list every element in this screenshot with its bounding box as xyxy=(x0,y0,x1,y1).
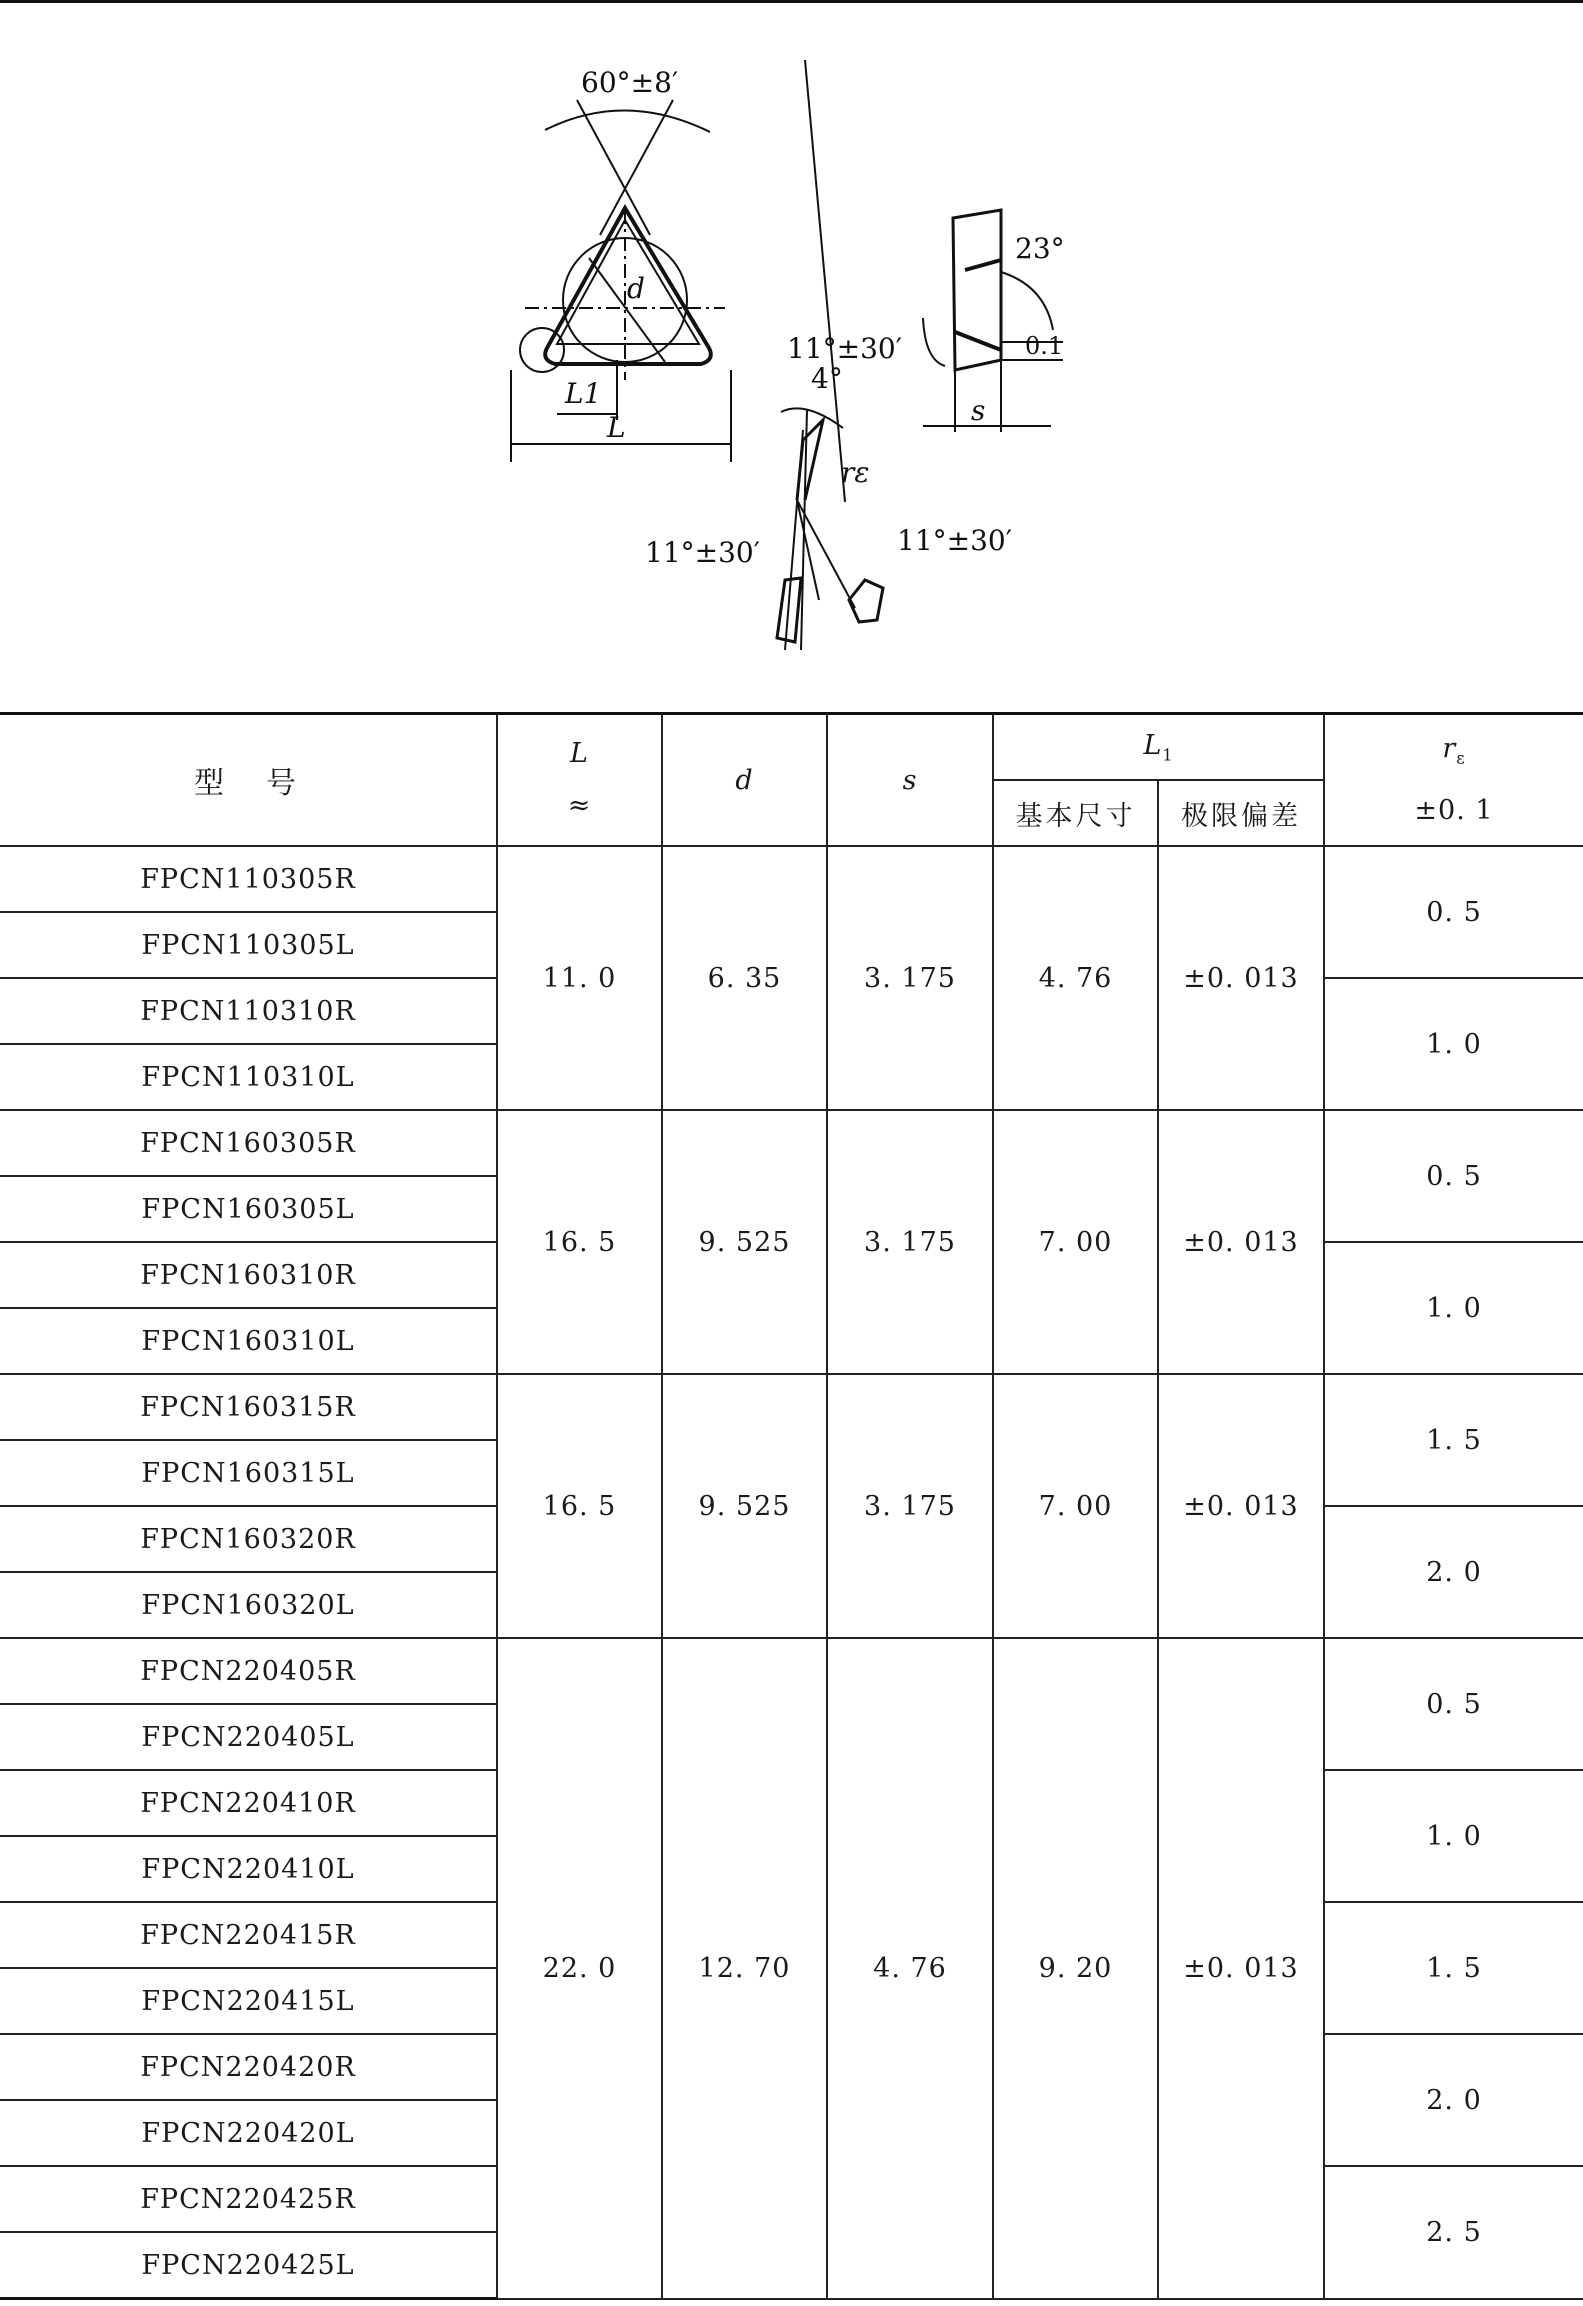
radius-cell: 1. 0 xyxy=(1324,1242,1583,1374)
model-cell: FPCN220420R xyxy=(0,2034,497,2100)
spec-table xyxy=(0,712,1583,2300)
model-cell: FPCN160315R xyxy=(0,1374,497,1440)
label-side-angle: 11°±30′ xyxy=(787,332,903,365)
model-cell: FPCN220415L xyxy=(0,1968,497,2034)
l1-basic-cell: 7. 00 xyxy=(993,1374,1158,1638)
header-basic-size: 基本尺寸 xyxy=(993,780,1158,846)
header-l: L ≈ xyxy=(497,714,662,847)
label-right-angle: 11°±30′ xyxy=(897,524,1013,557)
radius-cell: 2. 5 xyxy=(1324,2166,1583,2299)
model-cell: FPCN220415R xyxy=(0,1902,497,1968)
technical-drawing-svg xyxy=(505,60,1070,650)
l1-basic-cell: 7. 00 xyxy=(993,1110,1158,1374)
model-cell: FPCN220405L xyxy=(0,1704,497,1770)
insert-drawing xyxy=(505,60,1070,650)
header-d: d xyxy=(662,714,827,847)
radius-cell: 0. 5 xyxy=(1324,1638,1583,1770)
edge-split-1 xyxy=(797,500,855,608)
edge-r xyxy=(805,60,845,502)
header-model: 型 号 xyxy=(0,714,497,847)
table-row xyxy=(0,1638,1583,1704)
l1-tolerance-cell: ±0. 013 xyxy=(1158,1638,1324,2299)
arc-side xyxy=(923,318,945,366)
label-l: L xyxy=(607,411,626,444)
model-cell: FPCN160305L xyxy=(0,1176,497,1242)
radius-cell: 1. 0 xyxy=(1324,978,1583,1110)
model-cell: FPCN220410L xyxy=(0,1836,497,1902)
top-rule xyxy=(0,0,1583,3)
l1-tolerance-cell: ±0. 013 xyxy=(1158,1374,1324,1638)
s-cell: 4. 76 xyxy=(827,1638,993,2299)
model-cell: FPCN160305R xyxy=(0,1110,497,1176)
edge-line-1 xyxy=(785,430,803,650)
d-cell: 9. 525 xyxy=(662,1374,827,1638)
model-cell: FPCN220420L xyxy=(0,2100,497,2166)
label-s: s xyxy=(971,394,986,427)
s-cell: 3. 175 xyxy=(827,1374,993,1638)
radius-cell: 0. 5 xyxy=(1324,1110,1583,1242)
arc-4 xyxy=(781,408,843,428)
d-cell: 9. 525 xyxy=(662,1110,827,1374)
l-cell: 11. 0 xyxy=(497,846,662,1110)
radius-cell: 1. 0 xyxy=(1324,1770,1583,1902)
model-cell: FPCN220405R xyxy=(0,1638,497,1704)
model-cell: FPCN160320L xyxy=(0,1572,497,1638)
l-cell: 16. 5 xyxy=(497,1110,662,1374)
l1-tolerance-cell: ±0. 013 xyxy=(1158,1110,1324,1374)
label-01: 0.1 xyxy=(1025,332,1064,360)
model-cell: FPCN110305L xyxy=(0,912,497,978)
spec-table-body xyxy=(0,846,1583,2299)
side-edge xyxy=(955,332,1001,350)
d-cell: 6. 35 xyxy=(662,846,827,1110)
header-s: s xyxy=(827,714,993,847)
header-tolerance: 极限偏差 xyxy=(1158,780,1324,846)
model-cell: FPCN160315L xyxy=(0,1440,497,1506)
apex-arc xyxy=(545,110,710,132)
label-left-angle: 11°±30′ xyxy=(645,536,761,569)
model-cell: FPCN160310R xyxy=(0,1242,497,1308)
wedge-right xyxy=(849,580,883,622)
radius-cell: 1. 5 xyxy=(1324,1902,1583,2034)
side-top xyxy=(965,260,1001,270)
model-cell: FPCN160320R xyxy=(0,1506,497,1572)
d-cell: 12. 70 xyxy=(662,1638,827,2299)
l1-basic-cell: 4. 76 xyxy=(993,846,1158,1110)
model-cell: FPCN220425L xyxy=(0,2232,497,2299)
model-cell: FPCN160310L xyxy=(0,1308,497,1374)
apex-line-2 xyxy=(600,100,673,235)
model-cell: FPCN110305R xyxy=(0,846,497,912)
l-cell: 16. 5 xyxy=(497,1374,662,1638)
label-apex-angle: 60°±8′ xyxy=(581,66,679,99)
apex-line-1 xyxy=(577,100,650,235)
l1-tolerance-cell: ±0. 013 xyxy=(1158,846,1324,1110)
model-cell: FPCN110310L xyxy=(0,1044,497,1110)
radius-cell: 2. 0 xyxy=(1324,2034,1583,2166)
label-4: 4° xyxy=(811,362,843,395)
table-row xyxy=(0,1374,1583,1440)
l1-basic-cell: 9. 20 xyxy=(993,1638,1158,2299)
arc-23 xyxy=(1001,272,1053,330)
label-23: 23° xyxy=(1015,232,1065,265)
header-r: $r_\varepsilon$ ±0. 1 xyxy=(1324,714,1583,847)
detail-circle xyxy=(520,328,564,372)
radius-cell: 2. 0 xyxy=(1324,1506,1583,1638)
label-l1: L1 xyxy=(565,377,602,410)
label-r: rε xyxy=(841,456,870,489)
header-row-1 xyxy=(0,714,1583,781)
model-cell: FPCN220425R xyxy=(0,2166,497,2232)
table-row xyxy=(0,1110,1583,1176)
s-cell: 3. 175 xyxy=(827,1110,993,1374)
header-l1: $L_1$ xyxy=(993,714,1324,781)
model-cell: FPCN110310R xyxy=(0,978,497,1044)
radius-cell: 0. 5 xyxy=(1324,846,1583,978)
model-cell: FPCN220410R xyxy=(0,1770,497,1836)
table-row xyxy=(0,846,1583,912)
radius-cell: 1. 5 xyxy=(1324,1374,1583,1506)
s-cell: 3. 175 xyxy=(827,846,993,1110)
label-d: d xyxy=(627,272,645,305)
l-cell: 22. 0 xyxy=(497,1638,662,2299)
